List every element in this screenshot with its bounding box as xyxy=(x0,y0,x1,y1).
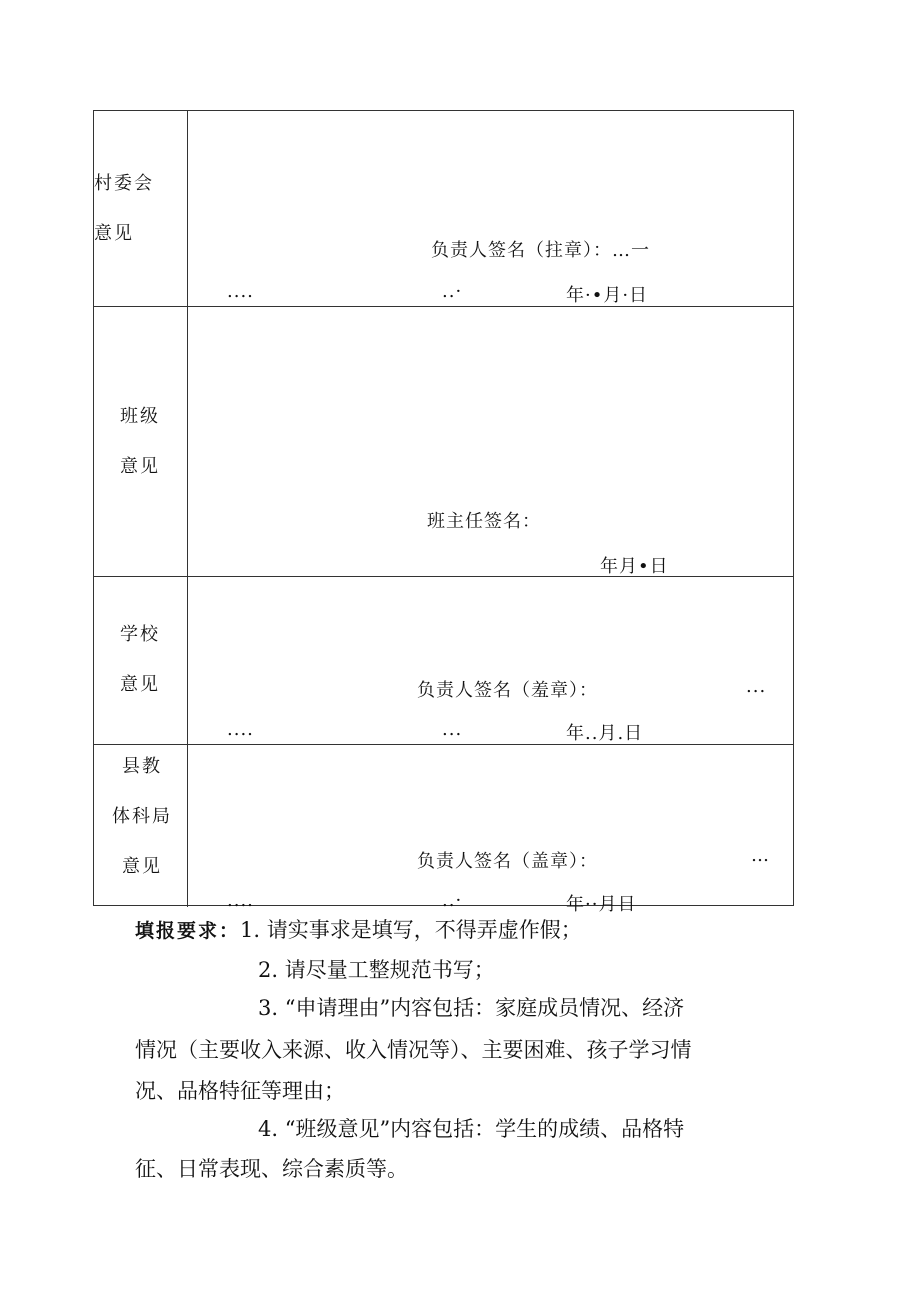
village-dots-mid: ..· xyxy=(442,281,463,302)
school-dots-mid: ... xyxy=(442,719,463,740)
county-opinion-row xyxy=(94,744,793,915)
village-dots-left: .... xyxy=(227,281,254,302)
requirements-heading: 填报要求： xyxy=(135,920,241,942)
class-label: 班级 意见 xyxy=(120,406,160,477)
opinion-form-table xyxy=(93,110,794,915)
requirement-3-line-2: 情况（主要收入来源、收入情况等）、主要困难、孩子学习情 xyxy=(135,1038,692,1062)
requirement-4-line-1: 4. “班级意见”内容包括：学生的成绩、品格特 xyxy=(258,1117,685,1141)
school-signature-line: 负责人签名（羞章）： xyxy=(417,680,598,701)
column-divider xyxy=(187,307,188,576)
school-label: 学校 意见 xyxy=(120,624,160,695)
county-label: 县教 体科局 意见 xyxy=(112,756,172,877)
class-opinion-row xyxy=(94,306,793,576)
county-date: 年··月日 xyxy=(566,894,637,915)
column-divider xyxy=(187,577,188,744)
class-teacher-signature: 班主任签名： xyxy=(427,511,541,532)
school-opinion-row xyxy=(94,576,793,744)
column-divider xyxy=(187,111,188,306)
village-date: 年·•月·日 xyxy=(566,285,649,306)
class-date: 年月•日 xyxy=(600,556,669,577)
county-dots-left: .... xyxy=(227,890,254,911)
school-dots-left: .... xyxy=(227,719,254,740)
county-dots-right: … xyxy=(751,845,770,866)
column-divider xyxy=(187,745,188,907)
school-dots-right: ... xyxy=(746,676,767,697)
requirement-2: 2. 请尽量工整规范书写； xyxy=(258,958,495,982)
requirement-4-line-2: 征、日常表现、综合素质等。 xyxy=(135,1157,408,1181)
village-label: 村委会 意见 xyxy=(94,173,154,244)
requirement-1: 填报要求：1. 请实事求是填写，不得弄虚作假； xyxy=(135,918,582,942)
village-signature-line: 负责人签名（拄章）：…一 xyxy=(431,240,650,261)
requirement-3-line-3: 况、品格特征等理由； xyxy=(135,1079,345,1103)
requirement-3-line-1: 3. “申请理由”内容包括：家庭成员情况、经济 xyxy=(258,996,685,1020)
county-signature-line: 负责人签名（盖章）： xyxy=(417,851,598,872)
county-dots-mid: ..· xyxy=(442,890,463,911)
village-opinion-row xyxy=(94,111,793,306)
school-date: 年..月.日 xyxy=(566,723,644,744)
